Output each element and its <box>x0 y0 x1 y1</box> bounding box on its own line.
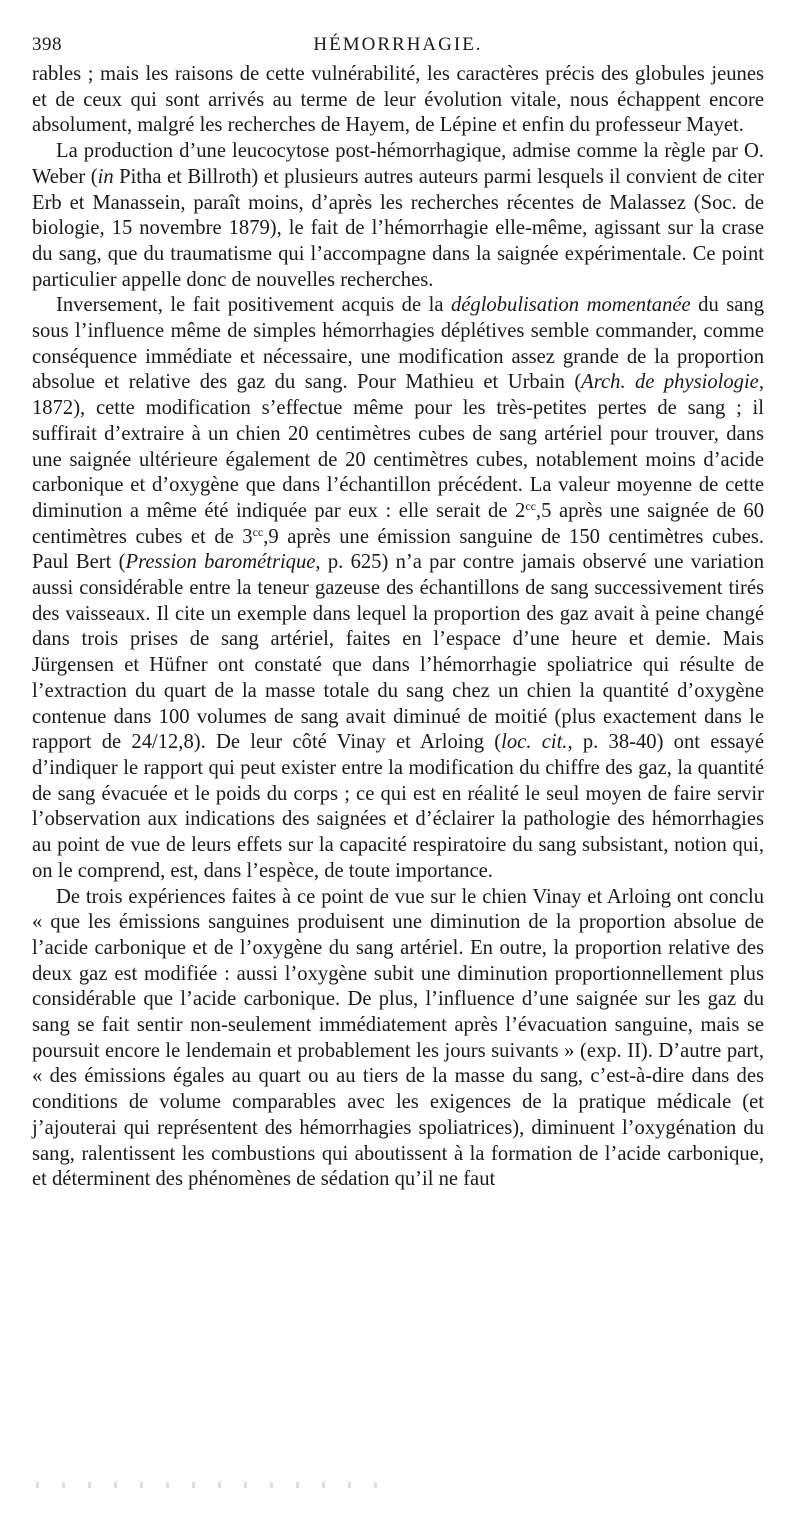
text-segment: Inversement, le fait positivement acquis de la <box>56 294 451 317</box>
paragraph <box>32 139 764 293</box>
text-segment: De trois expériences faites à ce point de vue sur le chien Vinay et Arloing ont conclu « que les émissions sanguines produisent une diminution de la proportion absolue de l’acide carbonique et de l’oxygène du sang artériel. En outre, la proportion relative des deux gaz est modifiée : aussi l’oxygène subit une diminution proportionnellement plus considérable que l’acide carbonique. De plus, l’influence d’une saignée sur les gaz du sang se fait sentir non-seulement immédiatement après l’évacuation sanguine, mais se poursuit encore le lendemain et probablement les jours suivants » (exp. II). D’autre part, « des émissions égales au quart ou au tiers de la masse du sang, c’est-à-dire dans des conditions de volume comparables avec les exigences de la pratique médicale (et j’ajouterai qui représentent des hémorrhagies spoliatrices), diminuent l’oxygénation du sang, ralentissent les combustions qui aboutissent à la formation de l’acide carbonique, et déterminent des phénomènes de sédation qu’il ne faut <box>32 885 764 1191</box>
book-page <box>32 34 764 1193</box>
running-title: HÉMORRHAGIE. <box>313 34 483 55</box>
paragraph <box>32 885 764 1193</box>
superscript-text: cc <box>252 524 264 539</box>
footer-print-marks <box>36 1482 396 1488</box>
italic-text: Pression barométrique <box>125 551 316 574</box>
text-segment: rables ; mais les raisons de cette vulnérabilité, les caractères précis des globules jeunes et de ceux qui sont arrivés au terme de leur évolution vitale, nous échappent encore absolument, malgré les recherches de Hayem, de Lépine et enfin du professeur Mayet. <box>32 63 764 137</box>
italic-text: loc. cit. <box>501 731 568 754</box>
superscript-text: cc <box>525 498 536 513</box>
text-segment: ,5 après une saignée de 60 centimètres cubes et de 3 <box>32 499 765 548</box>
text-segment: La production d’une leucocytose post-hémorrhagique, admise comme la règle par O. Weber ( <box>32 140 764 188</box>
italic-text: Arch. de physiologie <box>581 371 759 394</box>
body-text <box>32 62 764 1193</box>
text-segment: du sang sous l’influence même de simples hémorrhagies déplétives semble commander, comme conséquence immédiate et nécessaire, une modification assez grande de la proportion absolue et relative des gaz du sang. Pour Mathieu et Urbain ( <box>32 294 764 394</box>
text-segment: , p. 38-40) ont essayé d’indiquer le rapport qui peut exister entre la modification du chiffre des gaz, la quantité de sang évacuée et le poids du corps ; ce qui est en réalité le seul moyen de faire servir l’observation aux indications des saignées et d’éclairer la pathologie des hémorrhagies au point de vue de leurs effets sur la capacité respiratoire du sang subsistant, notion qui, on le comprend, est, dans l’espèce, de toute importance. <box>32 731 764 882</box>
paragraph <box>32 293 764 884</box>
page-header <box>32 34 764 62</box>
paragraph <box>32 62 764 139</box>
text-segment: Pitha et Billroth) et plusieurs autres auteurs parmi lesquels il convient de citer Erb et Manassein, paraît moins, d’après les recherches récentes de Malassez (Soc. de biologie, 15 novembre 1879), le fait de l’hémorrhagie elle-même, agissant sur la crase du sang, que du traumatisme qui l’accompagne dans la saignée expérimentale. Ce point particulier appelle donc de nouvelles recherches. <box>32 165 764 291</box>
text-segment: , 1872), cette modification s’effectue même pour les très-petites pertes de sang ; il suffirait d’extraire à un chien 20 centimètres cubes de sang artériel pour trouver, dans une saignée ultérieure également de 20 centimètres cubes, notablement moins d’acide carbonique et d’oxygène que dans l’échantillon précédent. La valeur moyenne de cette diminution a même été indiquée par eux : elle serait de 2 <box>32 371 764 522</box>
italic-text: in <box>97 165 114 188</box>
text-segment: , p. 625) n’a par contre jamais observé une variation aussi considérable entre la teneur gazeuse des échantillons de sang successivement tirés des vaisseaux. Il cite un exemple dans lequel la proportion des gaz avait à peine changé dans trois prises de sang artériel, faites en l’espace d’une heure et demie. Mais Jürgensen et Hüfner ont constaté que dans l’hémorrhagie spoliatrice qui résulte de l’extraction du quart de la masse totale du sang chez un chien la quantité d’oxygène contenue dans 100 volumes de sang avait diminué de moitié (plus exactement dans le rapport de 24/12,8). De leur côté Vinay et Arloing ( <box>32 551 764 754</box>
page-number: 398 <box>32 34 62 55</box>
italic-text: déglobulisation momentanée <box>450 294 691 317</box>
text-segment: ,9 après une émission sanguine de 150 centimètres cubes. Paul Bert ( <box>32 525 764 574</box>
